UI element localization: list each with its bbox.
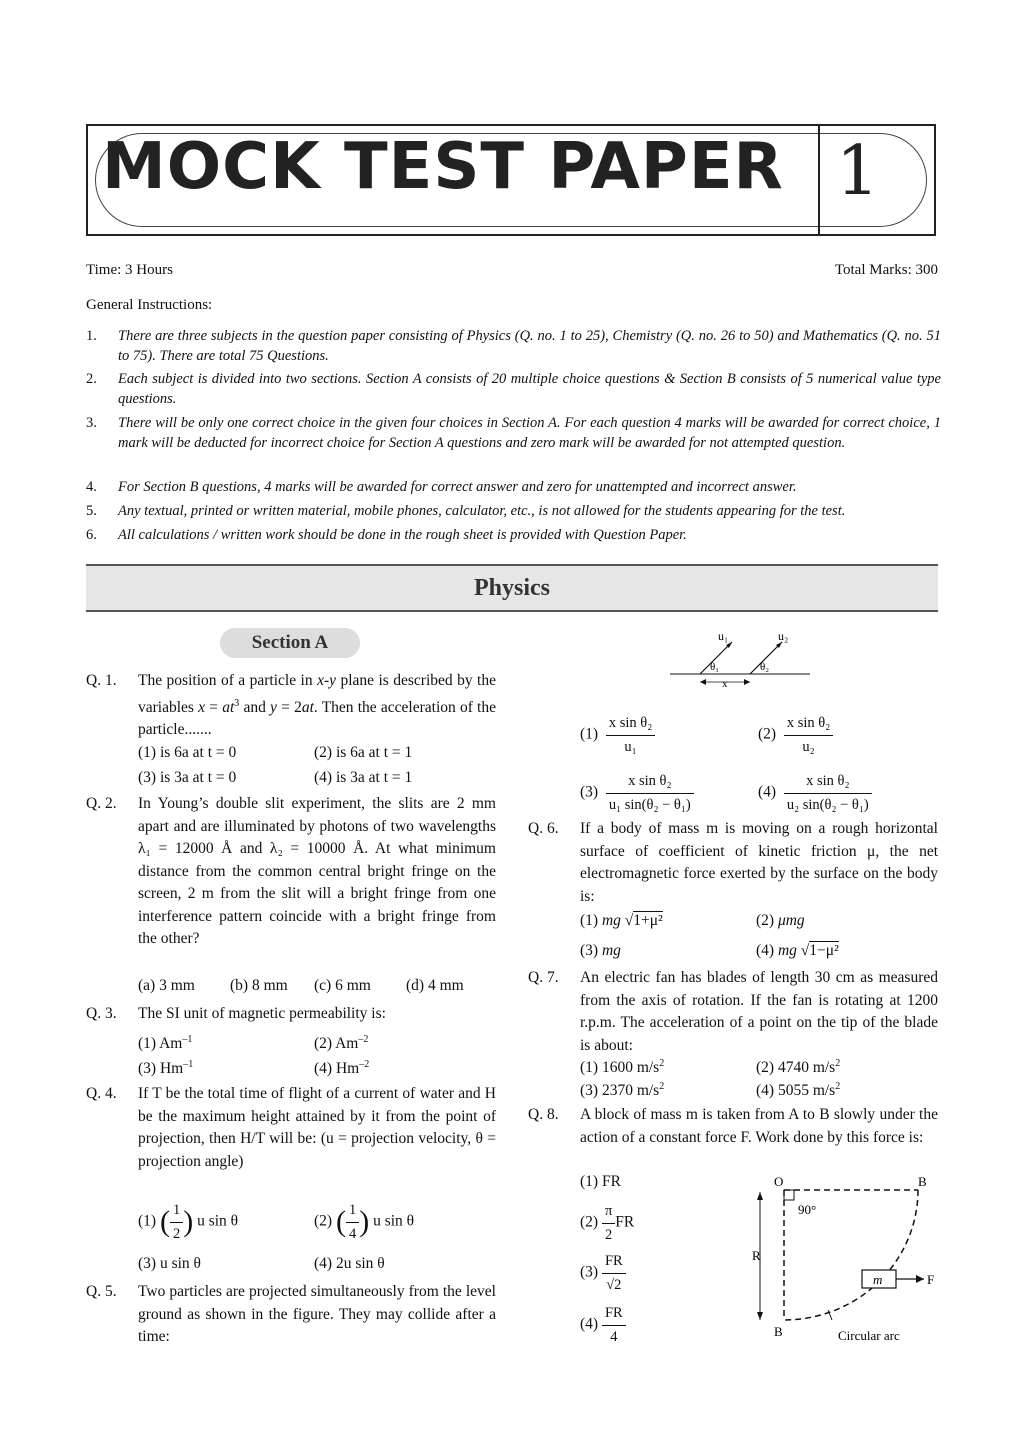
page-title: MOCK TEST PAPER <box>102 130 784 204</box>
instructions-heading: General Instructions: <box>86 297 213 313</box>
fig-f-label: F <box>927 1272 935 1287</box>
instruction-item: 4. For Section B questions, 4 marks will be awarded for correct answer and zero for unattempted and incorrect answer. <box>86 479 797 495</box>
circular-arc-figure <box>740 1170 940 1350</box>
fig-theta1-label: θ₁ <box>710 661 720 673</box>
fig-b-bottom-label: B <box>774 1324 783 1339</box>
instruction-item: 2. Each subject is divided into two sections. Section A consists of 20 multiple choice questions & Section B consists of 5 numerical value type questions. <box>86 371 941 407</box>
time-label: Time: 3 Hours <box>86 262 173 278</box>
banner-divider <box>818 126 820 234</box>
fig-o-label: O <box>774 1174 784 1189</box>
fig-b-top-label: B <box>918 1174 927 1189</box>
fig-r-label: R <box>752 1248 761 1263</box>
fig-u2-label: u₂ <box>778 629 789 643</box>
paper-number: 1 <box>836 132 880 211</box>
instruction-item: 1. There are three subjects in the question paper consisting of Physics (Q. no. 1 to 25), Chemistry (Q. no. 26 to 50) and Mathematics (Q. no. 51 to 75). There are total 75 Questions. <box>86 328 941 364</box>
projectile-figure <box>660 628 820 690</box>
question-5-options: (1) $\frac{\text{x sin θ₂}}{\text{u₁}}$ (2) $\frac{\text{x sin θ₂}}{\text{u₂}}$ (3) $\frac{\text{x sin θ₂}}{\text{u₁ sin(θ₂ − θ₁)}}$ (4) $\frac{\text{x sin θ₂}}{\text{u₂ sin(θ₂ − θ₁)}}$ <box>580 700 940 810</box>
fig-theta2-label: θ₂ <box>760 661 770 673</box>
instruction-item: 3. There will be only one correct choice in the given four choices in Section A. For each question 4 marks will be awarded for correct choice, 1 mark will be deducted for incorrect choice for Section A questions and zero mark will be awarded for not attempted question. <box>86 415 941 451</box>
fig-x-label: x <box>722 678 728 690</box>
section-label: Section A <box>220 628 360 658</box>
instruction-item: 5. Any textual, printed or written material, mobile phones, calculator, etc., is not allowed for the students appearing for the test. <box>86 503 846 519</box>
marks-label: Total Marks: 300 <box>834 262 938 278</box>
title-banner <box>86 124 936 236</box>
fig-u1-label: u₁ <box>718 629 729 643</box>
fig-arc-label: Circular arc <box>838 1328 900 1343</box>
instruction-item: 6. All calculations / written work should be done in the rough sheet is provided with Question Paper. <box>86 527 687 543</box>
fig-angle-label: 90° <box>798 1202 817 1217</box>
fig-m-label: m <box>873 1272 883 1287</box>
subject-header: Physics <box>86 564 938 612</box>
